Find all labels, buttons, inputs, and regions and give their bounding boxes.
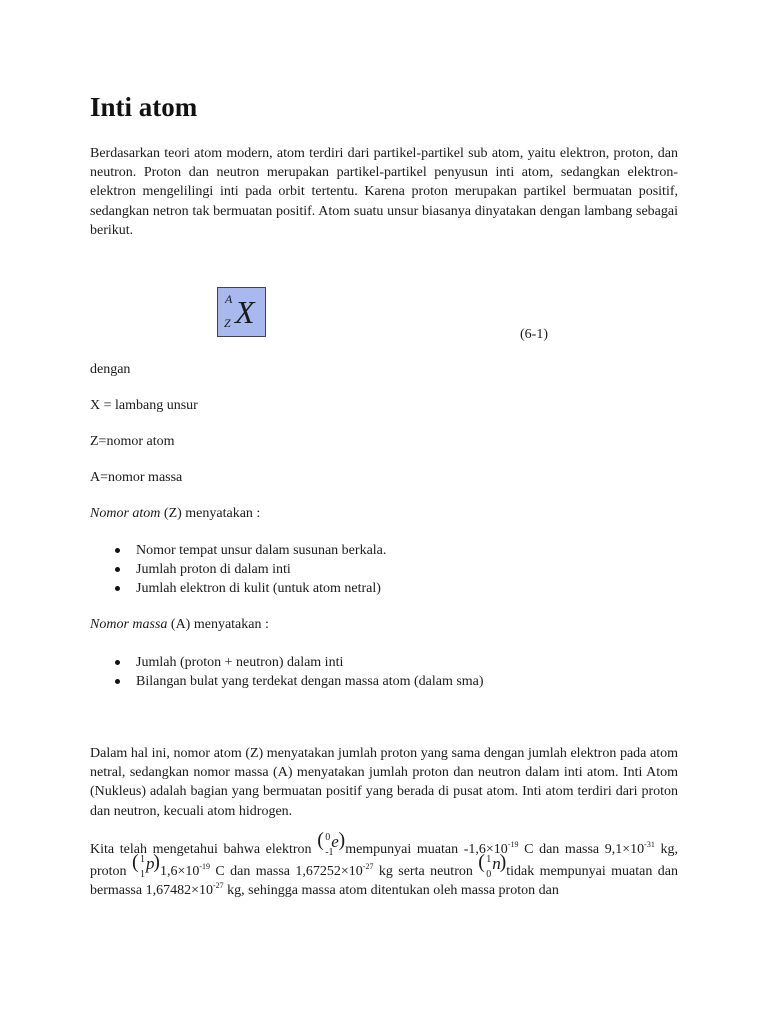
nucleus-paragraph: Dalam hal ini, nomor atom (Z) menyatakan jumlah proton yang sama dengan jumlah elektron pada atom netral, sedangkan nomor massa (A) menyatakan jumlah proton dan neutron dalam inti atom. Inti Atom (Nukleus) adalah bagian yang bermuatan positif yang berada di pusat atom. Inti atom terdiri dari proton dan neutron, kecuali atom hidrogen. — [90, 746, 678, 819]
nomor-massa-list — [90, 653, 484, 691]
definition-a: A=nomor massa — [90, 470, 183, 485]
particle-paragraph: Kita telah mengetahui bahwa elektron ( 0 -1 e ) mempunyai muatan $-1,6\times 10^{-19}$ C dan massa $9,1\times 10^{-31}$ kg, proton ( 1 1 p ) $1,6\times 10^{-19}$ C dan massa $1,67252\times 10^{-27}$ kg serta neutron ( 1 0 n ) tidak mempunyai muatan dan bermassa $1,67482\times 10^{-27}$ kg, sehingga massa atom ditentukan oleh massa proton dan — [90, 829, 678, 898]
definition-x: X = lambang unsur — [90, 398, 198, 413]
list-item: Jumlah proton di dalam inti — [90, 560, 386, 579]
nomor-atom-rest: (Z) menyatakan : — [160, 506, 261, 521]
neutron-symbol: ( 1 0 n ) — [478, 851, 507, 880]
formula-element-symbol: X — [235, 294, 255, 330]
nomor-massa-heading — [90, 617, 269, 633]
nuclide-symbol-formula — [217, 287, 266, 337]
formula-mass-number: A — [225, 292, 233, 306]
equation-number: (6-1) — [520, 327, 548, 342]
definition-z: Z=nomor atom — [90, 434, 175, 449]
nomor-massa-term: Nomor massa — [90, 617, 168, 632]
proton-symbol: ( 1 1 p ) — [131, 851, 160, 880]
intro-paragraph: Berdasarkan teori atom modern, atom terdiri dari partikel-partikel sub atom, yaitu elektron, proton, dan neutron. Proton dan neutron merupakan partikel-partikel penyusun inti atom, sedangkan elektron-elektron mengelilingi inti pada orbit tertentu. Karena proton merupakan partikel bermuatan positif, sedangkan netron tak bermuatan positif. Atom suatu unsur biasanya dinyatakan dengan lambang sebagai berikut. — [90, 146, 678, 238]
page-title: Inti atom — [90, 92, 198, 122]
nomor-atom-heading — [90, 506, 260, 522]
list-item: Bilangan bulat yang terdekat dengan massa atom (dalam sma) — [90, 672, 484, 691]
list-item: Jumlah (proton + neutron) dalam inti — [90, 653, 484, 672]
nomor-massa-rest: (A) menyatakan : — [167, 617, 269, 632]
list-item: Nomor tempat unsur dalam susunan berkala. — [90, 541, 386, 560]
electron-symbol: ( 0 -1 e ) — [317, 829, 346, 858]
formula-atomic-number: Z — [224, 316, 231, 330]
dengan-text: dengan — [90, 362, 131, 377]
nomor-atom-term: Nomor atom — [90, 506, 161, 521]
nomor-atom-list — [90, 541, 386, 598]
list-item: Jumlah elektron di kulit (untuk atom netral) — [90, 579, 386, 598]
